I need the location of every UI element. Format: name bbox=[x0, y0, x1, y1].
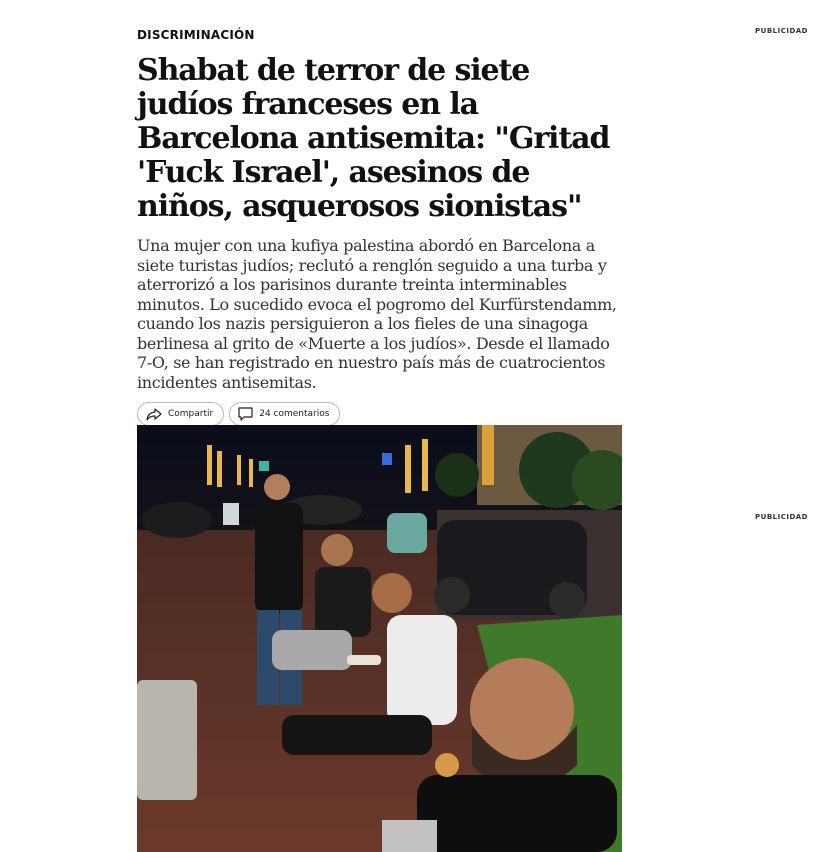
section-tag[interactable]: DISCRIMINACIÓN bbox=[137, 28, 255, 42]
comments-button[interactable] bbox=[229, 402, 340, 426]
speech-bubble-icon bbox=[238, 407, 253, 421]
article-dek: Una mujer con una kufiya palestina abordó en Barcelona a siete turistas judíos; reclutó a renglón seguido a una turba y aterrorizó a los parisinos durante treinta interminables minutos. Lo sucedido evoca el pogromo del Kurfürstendamm, cuando los nazis persiguieron a los fieles de una sinagoga berlinesa al grito de «Muerte a los judíos». Desde el llamado 7-O, se han registrado en nuestro país más de cuatrocientos incidentes antisemitas. bbox=[137, 236, 617, 392]
share-button[interactable] bbox=[137, 402, 224, 426]
ad-label-top: PUBLICIDAD bbox=[755, 27, 808, 35]
article-actions bbox=[137, 402, 623, 426]
article-photo[interactable] bbox=[137, 425, 622, 852]
comments-label: 24 comentarios bbox=[259, 409, 330, 419]
share-arrow-icon bbox=[146, 408, 162, 421]
article-header bbox=[137, 28, 623, 426]
ad-label-mid: PUBLICIDAD bbox=[755, 513, 808, 521]
share-label: Compartir bbox=[168, 409, 214, 419]
article-headline: Shabat de terror de siete judíos franceses en la Barcelona antisemita: "Gritad 'Fuck Israel', asesinos de niños, asquerosos sionistas" bbox=[137, 53, 610, 224]
